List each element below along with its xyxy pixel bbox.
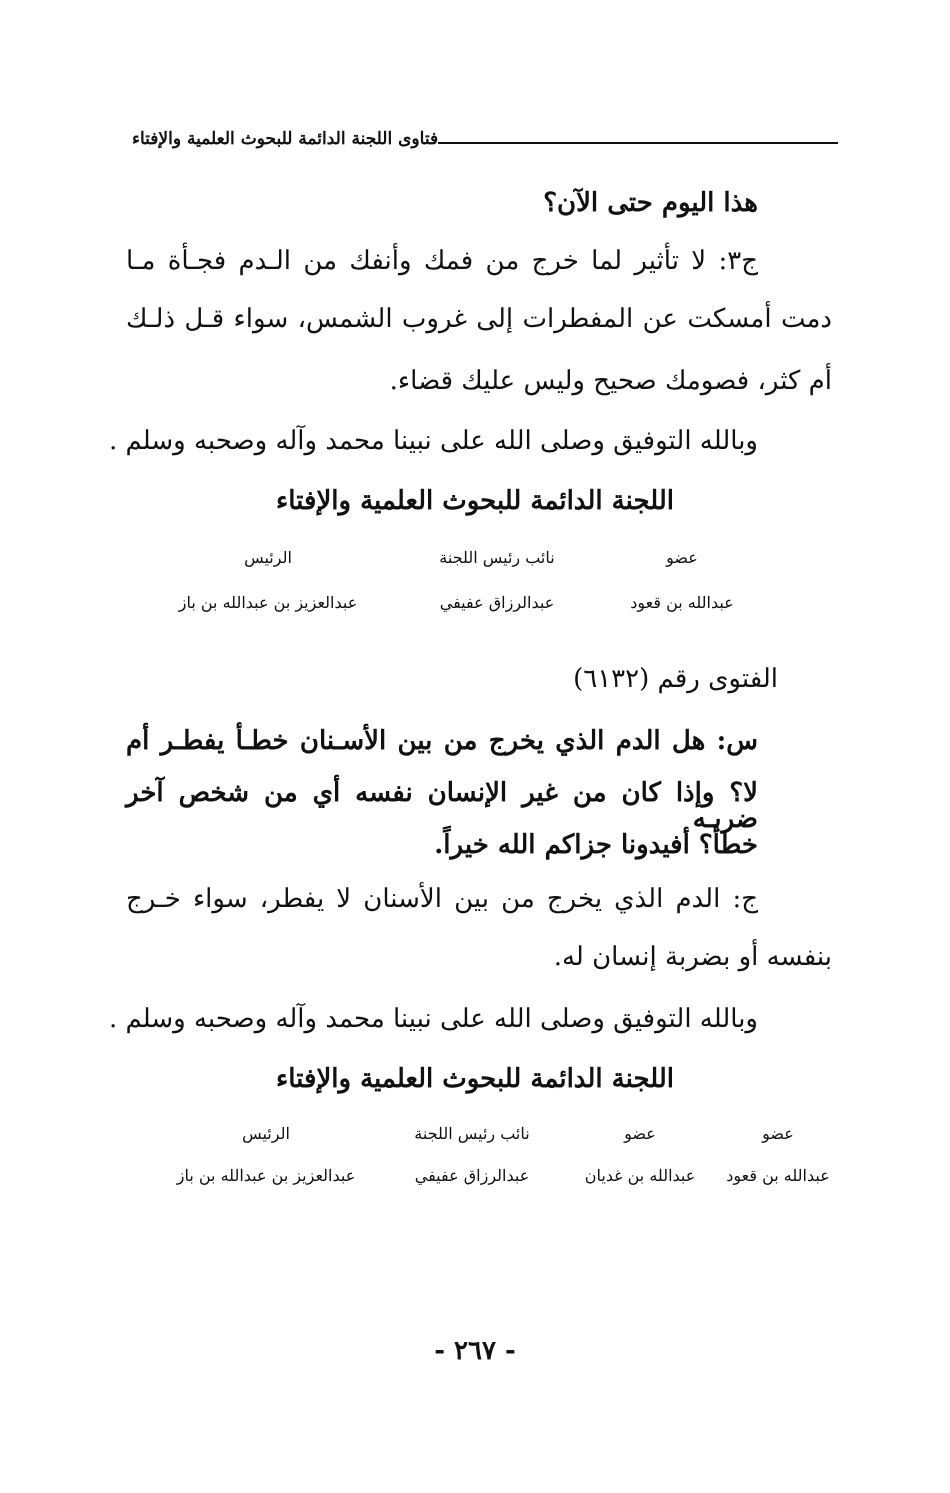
answer-line-1: ج٣: لا تأثير لما خرج من فمك وأنفك من الـدم فجـأة مـا <box>126 246 758 276</box>
running-header-title: فتاوى اللجنة الدائمة للبحوث العلمية والإفتاء <box>132 129 439 149</box>
signature-role: عضو <box>624 1124 656 1143</box>
signature-name: عبدالرزاق عفيفي <box>414 1166 530 1185</box>
running-header <box>128 112 838 148</box>
question-line-3: خطأ؟ أفيدونا جزاكم الله خيراً. <box>434 830 758 860</box>
answer-line-2: دمت أمسكت عن المفطرات إلى غروب الشمس، سواء قـل ذلـك <box>126 304 832 334</box>
answer-line-3: أم كثر، فصومك صحيح وليس عليك قضاء. <box>389 366 832 396</box>
fatwa-number: الفتوى رقم (٦١٣٢) <box>573 664 778 694</box>
signature-name: عبدالله بن قعود <box>726 1166 830 1185</box>
header-rule <box>438 142 838 144</box>
question-line-1: س: هل الدم الذي يخرج من بين الأسـنان خطـأ يفطـر أم <box>126 726 758 756</box>
signature-name: عبدالعزيز بن عبدالله بن باز <box>176 1166 356 1185</box>
signature-name: عبدالله بن غديان <box>584 1166 696 1185</box>
closing-prayer: وبالله التوفيق وصلى الله على نبينا محمد وآله وصحبه وسلم . <box>108 1004 758 1034</box>
committee-title: اللجنة الدائمة للبحوث العلمية والإفتاء <box>276 486 674 516</box>
signature-name: عبدالله بن قعود <box>630 593 734 612</box>
signature-role: نائب رئيس اللجنة <box>414 1124 530 1143</box>
signature-role: عضو <box>762 1124 794 1143</box>
signature-name: عبدالعزيز بن عبدالله بن باز <box>178 593 358 612</box>
question-end: هذا اليوم حتى الآن؟ <box>543 188 758 218</box>
signature-name: عبدالرزاق عفيفي <box>439 593 555 612</box>
signature-role: الرئيس <box>244 548 292 567</box>
signature-role: نائب رئيس اللجنة <box>439 548 555 567</box>
question-line-2: لا؟ وإذا كان من غير الإنسان نفسه أي من شخص آخر ضربـه <box>126 778 758 834</box>
answer-line-2: بنفسه أو بضربة إنسان له. <box>553 942 832 972</box>
signature-role: الرئيس <box>242 1124 290 1143</box>
answer-line-1: ج: الدم الذي يخرج من بين الأسنان لا يفطر، سواء خـرج <box>126 884 758 914</box>
signature-role: عضو <box>666 548 698 567</box>
closing-prayer: وبالله التوفيق وصلى الله على نبينا محمد وآله وصحبه وسلم . <box>108 426 758 456</box>
committee-title: اللجنة الدائمة للبحوث العلمية والإفتاء <box>276 1064 674 1094</box>
page-number: - ٢٦٧ - <box>434 1336 516 1366</box>
